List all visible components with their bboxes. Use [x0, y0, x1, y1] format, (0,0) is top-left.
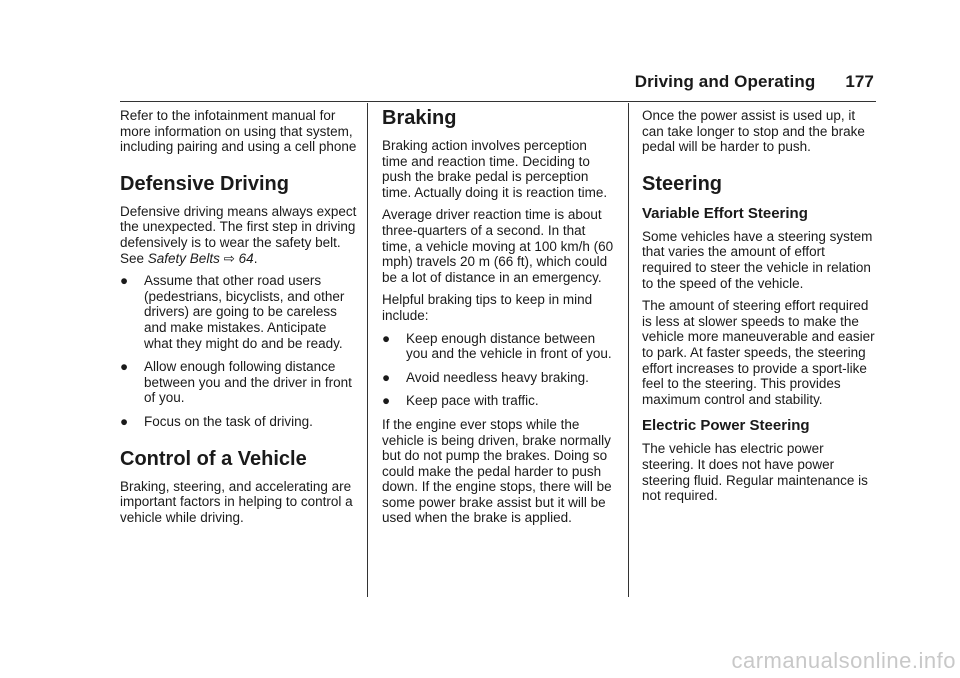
bullet-text: Assume that other road users (pedestrians, bicyclists, and other drivers) are going to be careless and make mistakes. Anticipate what they might do and be ready.	[144, 273, 345, 351]
defensive-paragraph	[120, 204, 358, 266]
list-item	[120, 273, 358, 351]
heading-electric-power-steering: Electric Power Steering	[642, 417, 810, 435]
xref-page[interactable]: 64	[238, 250, 254, 266]
heading-control-of-a-vehicle: Control of a Vehicle	[120, 447, 307, 470]
defensive-text: Defensive driving means always expect the unexpected. The first step in driving defensively is to wear the safety belt. See	[120, 203, 357, 266]
header-rule	[120, 101, 876, 102]
xref-arrow-icon: ⇨	[223, 250, 235, 266]
list-item	[382, 331, 614, 362]
power-assist-paragraph: Once the power assist is used up, it can take longer to stop and the brake pedal will be harder to push.	[642, 108, 865, 155]
defensive-period: .	[253, 250, 258, 266]
column-left	[120, 108, 358, 532]
electric-paragraph: The vehicle has electric power steering. It does not have power steering fluid. Regular maintenance is not required.	[642, 441, 868, 504]
running-header	[635, 72, 874, 92]
bullet-text: Allow enough following distance between you and the driver in front of you.	[144, 359, 352, 406]
braking-paragraph-1: Braking action involves perception time and reaction time. Deciding to push the brake pedal is perception time. Actually doing it is reaction time.	[382, 138, 608, 200]
heading-defensive-driving: Defensive Driving	[120, 172, 289, 195]
list-item	[120, 414, 358, 430]
bullet-text: Focus on the task of driving.	[144, 413, 313, 429]
braking-paragraph-2: Average driver reaction time is about three-quarters of a second. In that time, a vehicle moving at 100 km/h (60 mph) travels 20 m (66 ft), which could be a lot of distance in an emergency.	[382, 207, 614, 285]
bullet-icon: ●	[382, 369, 391, 385]
column-divider	[628, 103, 629, 597]
bullet-text: Keep pace with traffic.	[406, 393, 539, 409]
heading-steering: Steering	[642, 172, 723, 195]
bullet-icon: ●	[120, 273, 129, 289]
braking-paragraph-4: If the engine ever stops while the vehicle is being driven, brake normally but do not pump the brakes. Doing so could make the pedal harder to push down. If the engine stops, there will be some power brake assist but it will be used when the brake is applied.	[382, 416, 612, 526]
bullet-text: Keep enough distance between you and the vehicle in front of you.	[406, 330, 612, 362]
page-number: 177	[845, 72, 874, 91]
section-title: Driving and Operating	[634, 72, 816, 91]
heading-variable-effort-steering: Variable Effort Steering	[642, 204, 808, 222]
list-item	[382, 393, 614, 409]
control-paragraph: Braking, steering, and accelerating are important factors in helping to control a vehicle while driving.	[120, 478, 353, 525]
column-middle	[382, 108, 614, 533]
intro-paragraph: Refer to the infotainment manual for more information on using that system, including pairing and using a cell phone	[120, 108, 357, 155]
bullet-icon: ●	[120, 413, 129, 429]
bullet-icon: ●	[382, 330, 391, 346]
watermark: carmanualsonline.info	[731, 648, 956, 673]
bullet-text: Avoid needless heavy braking.	[406, 369, 589, 385]
bullet-icon: ●	[382, 393, 391, 409]
bullet-icon: ●	[120, 359, 129, 375]
braking-paragraph-3: Helpful braking tips to keep in mind include:	[382, 292, 593, 323]
column-divider	[367, 103, 368, 597]
list-item	[382, 370, 614, 386]
list-item	[120, 359, 358, 406]
xref-safety-belts[interactable]: Safety Belts	[147, 250, 220, 266]
heading-braking: Braking	[382, 107, 457, 129]
variable-paragraph-2: The amount of steering effort required is less at slower speeds to make the vehicle more maneuverable and easier to park. At faster speeds, the steering effort increases to provide a sport-like feel to the steering. This provides maximum control and stability.	[642, 298, 875, 407]
variable-paragraph-1: Some vehicles have a steering system that varies the amount of effort required to steer the vehicle in relation to the speed of the vehicle.	[642, 228, 873, 291]
column-right	[642, 108, 878, 511]
